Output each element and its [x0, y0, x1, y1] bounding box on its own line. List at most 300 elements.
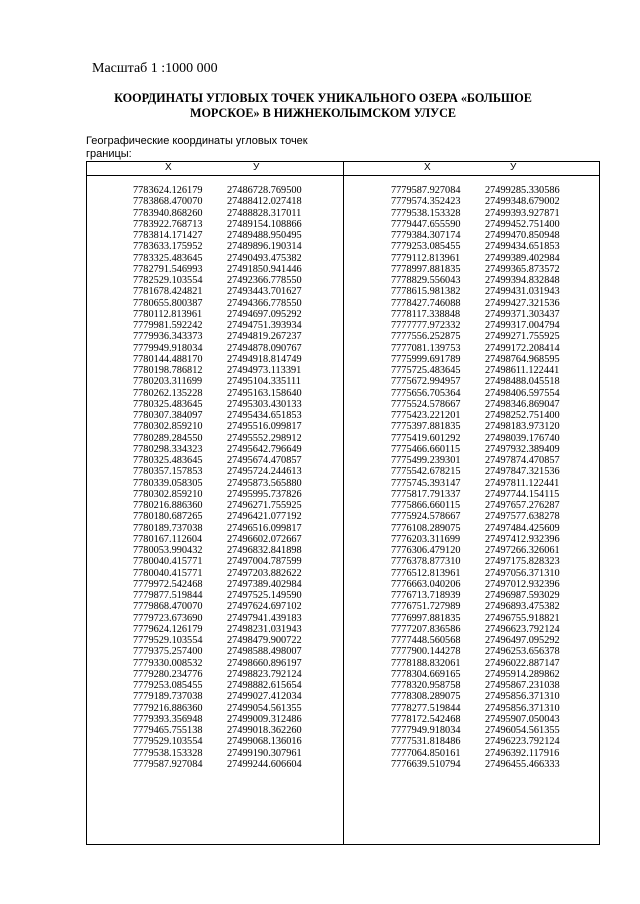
table-row	[87, 230, 343, 241]
table-row	[87, 635, 343, 646]
table-row	[344, 703, 600, 714]
coord-x: 7778117.338848	[391, 308, 461, 320]
coord-x: 7779393.356948	[133, 713, 203, 725]
coord-x: 7782791.546993	[133, 263, 203, 275]
table-row	[344, 433, 600, 444]
table-row	[344, 489, 600, 500]
table-row	[344, 691, 600, 702]
coord-x: 7778172.542468	[391, 713, 461, 725]
table-row	[87, 275, 343, 286]
table-row	[344, 601, 600, 612]
coord-y: 27497175.828323	[485, 556, 560, 568]
left-rows	[87, 185, 343, 770]
table-row	[344, 534, 600, 545]
coord-x: 7776997.881835	[391, 612, 461, 624]
coord-y: 27494918.814749	[227, 353, 302, 365]
table-row	[87, 376, 343, 387]
table-row	[87, 680, 343, 691]
right-header-y: У	[510, 162, 517, 173]
coord-y: 27498823.792124	[227, 668, 302, 680]
coord-x: 7777777.972332	[391, 320, 461, 331]
table-row	[344, 365, 600, 376]
coord-y: 27499172.208414	[485, 342, 560, 354]
coord-x: 7779253.085455	[133, 680, 203, 691]
coord-y: 27499068.136016	[227, 736, 302, 748]
coord-y: 27498252.751400	[485, 410, 560, 421]
table-row	[344, 421, 600, 432]
coord-x: 7775423.221201	[391, 410, 461, 421]
table-row	[87, 433, 343, 444]
table-row	[87, 489, 343, 500]
table-row	[344, 376, 600, 387]
coord-x: 7775419.601292	[391, 432, 461, 444]
coord-y: 27495724.244613	[227, 466, 302, 478]
coord-x: 7775524.578667	[391, 398, 461, 410]
coord-y: 27498039.176740	[485, 432, 560, 444]
coord-x: 7777207.836586	[391, 623, 461, 635]
table-row	[344, 736, 600, 747]
coord-x: 7780189.737038	[133, 522, 203, 534]
coord-y: 27494973.113391	[227, 365, 302, 376]
coord-y: 27499009.312486	[227, 713, 302, 725]
table-row	[87, 241, 343, 252]
coord-x: 7783814.171427	[133, 230, 203, 241]
coord-x: 7780040.415771	[133, 567, 203, 579]
coord-y: 27497624.697102	[227, 601, 302, 613]
coord-y: 27496832.841898	[227, 545, 302, 556]
table-row	[87, 421, 343, 432]
coord-y: 27496022.887147	[485, 657, 560, 669]
table-row	[344, 545, 600, 556]
table-row	[344, 635, 600, 646]
table-row	[344, 500, 600, 511]
coord-y: 27495303.430133	[227, 398, 302, 410]
coord-x: 7783868.470070	[133, 196, 203, 208]
coord-x: 7779375.257400	[133, 646, 203, 658]
page-title	[86, 91, 560, 121]
coord-x: 7775817.791337	[391, 488, 461, 500]
coord-y: 27499365.873572	[485, 263, 560, 275]
coord-y: 27494366.778550	[227, 297, 302, 309]
coord-x: 7775999.691789	[391, 353, 461, 365]
table-row	[87, 466, 343, 477]
table-row	[344, 658, 600, 669]
coord-x: 7780302.859210	[133, 488, 203, 500]
coord-y: 27497266.326061	[485, 545, 560, 556]
coord-y: 27495104.335111	[227, 376, 301, 388]
table-row	[344, 410, 600, 421]
table-row	[87, 545, 343, 556]
coord-x: 7779330.008532	[133, 657, 203, 669]
coord-x: 7783624.126179	[133, 185, 203, 196]
coord-y: 27495867.231038	[485, 680, 560, 691]
caption-line-1: Географические координаты угловых точек	[86, 135, 308, 147]
table-row	[344, 478, 600, 489]
coord-x: 7776512.813961	[391, 567, 461, 579]
coord-y: 27499431.031943	[485, 286, 560, 298]
coord-y: 27496392.117916	[485, 747, 560, 759]
right-rows	[344, 185, 600, 770]
coord-y: 27496516.099817	[227, 522, 302, 534]
coord-x: 7780298.334323	[133, 443, 203, 455]
coord-x: 7779587.927084	[391, 185, 461, 196]
coord-y: 27496253.656378	[485, 646, 560, 658]
coord-y: 27494697.095292	[227, 308, 302, 320]
coord-y: 27498660.896197	[227, 657, 302, 669]
coord-y: 27497203.882622	[227, 567, 302, 579]
coord-y: 27496421.077192	[227, 511, 302, 523]
coord-x: 7777531.818486	[391, 736, 461, 748]
coord-x: 7780203.311699	[133, 376, 203, 388]
coord-y: 27496271.755925	[227, 500, 302, 511]
coord-x: 7779723.673690	[133, 612, 203, 624]
coord-x: 7780053.990432	[133, 545, 203, 556]
coord-x: 7775542.678215	[391, 466, 461, 478]
coord-x: 7779112.813961	[391, 252, 461, 264]
coord-x: 7780325.483645	[133, 455, 203, 466]
coord-y: 27497577.638278	[485, 511, 560, 523]
coord-y: 27499271.755925	[485, 331, 560, 343]
table-row	[87, 343, 343, 354]
coord-y: 27497012.932396	[485, 578, 560, 590]
coord-y: 27494751.393934	[227, 320, 302, 331]
coord-y: 27498406.597554	[485, 387, 560, 399]
table-row	[344, 511, 600, 522]
coord-y: 27492366.778550	[227, 275, 302, 286]
coord-x: 7776378.877310	[391, 556, 461, 568]
coord-x: 7779465.755138	[133, 725, 203, 736]
coord-x: 7783940.868260	[133, 207, 203, 219]
table-row	[87, 399, 343, 410]
table-row	[87, 253, 343, 264]
coord-y: 27495995.737826	[227, 488, 302, 500]
table-row	[87, 624, 343, 635]
coord-y: 27499348.679002	[485, 196, 560, 208]
coord-x: 7780339.058305	[133, 477, 203, 489]
table-row	[344, 208, 600, 219]
coord-y: 27496455.466333	[485, 758, 560, 770]
coord-x: 7780216.886360	[133, 500, 203, 511]
table-row	[87, 219, 343, 230]
table-row	[87, 534, 343, 545]
coord-x: 7779949.918034	[133, 342, 203, 354]
coord-y: 27498882.615654	[227, 680, 302, 691]
coord-y: 27499434.651853	[485, 241, 560, 253]
coord-y: 27495907.050043	[485, 713, 560, 725]
coord-y: 27495856.371310	[485, 702, 560, 714]
table-row	[344, 556, 600, 567]
coord-y: 27496755.918821	[485, 612, 560, 624]
coord-y: 27499244.606604	[227, 758, 302, 770]
coord-y: 27497412.932396	[485, 533, 560, 545]
table-row	[87, 613, 343, 624]
coord-x: 7775672.994957	[391, 376, 461, 388]
table-row	[344, 241, 600, 252]
title-line-2: МОРСКОЕ» В НИЖНЕКОЛЫМСКОМ УЛУСЕ	[189, 106, 457, 120]
table-row	[87, 511, 343, 522]
coord-y: 27496987.593029	[485, 590, 560, 601]
table-row	[344, 185, 600, 196]
coord-x: 7778427.746088	[391, 297, 461, 309]
coord-x: 7775924.578667	[391, 511, 461, 523]
coord-x: 7777064.850161	[391, 747, 461, 759]
table-row	[87, 331, 343, 342]
coord-x: 7780180.687265	[133, 511, 203, 523]
table-row	[87, 714, 343, 725]
coord-x: 7776203.311699	[391, 533, 461, 545]
table-row	[344, 579, 600, 590]
coord-x: 7779538.153328	[133, 747, 203, 759]
table-row	[87, 579, 343, 590]
table-row	[87, 691, 343, 702]
coordinates-table	[86, 161, 600, 845]
coord-x: 7776639.510794	[391, 758, 461, 770]
table-row	[344, 523, 600, 534]
table-row	[87, 196, 343, 207]
table-row	[87, 320, 343, 331]
coord-y: 27495674.470857	[227, 455, 302, 466]
table-row	[87, 298, 343, 309]
coord-y: 27498588.498007	[227, 646, 302, 658]
coord-x: 7778308.289075	[391, 691, 461, 703]
coord-x: 7780307.384097	[133, 410, 203, 421]
table-row	[344, 646, 600, 657]
table-row	[87, 601, 343, 612]
coord-y: 27496623.792124	[485, 623, 560, 635]
caption-line-2: границы:	[86, 147, 132, 160]
coord-x: 7779587.927084	[133, 758, 203, 770]
coord-y: 27499054.561355	[227, 702, 302, 714]
table-row	[344, 466, 600, 477]
table-row	[344, 725, 600, 736]
coord-y: 27495873.565880	[227, 477, 302, 489]
coord-y: 27499389.402984	[485, 252, 560, 264]
coord-x: 7779981.592242	[133, 320, 203, 331]
coord-x: 7779384.307174	[391, 230, 461, 241]
coord-x: 7778320.958758	[391, 680, 461, 691]
coord-x: 7776751.727989	[391, 601, 461, 613]
coord-x: 7779189.737038	[133, 691, 203, 703]
table-row	[87, 365, 343, 376]
coord-y: 27496893.475382	[485, 601, 560, 613]
coord-x: 7779936.343373	[133, 331, 203, 343]
coord-y: 27498488.045518	[485, 376, 560, 388]
coord-y: 27498764.968595	[485, 353, 560, 365]
coord-x: 7775656.705364	[391, 387, 461, 399]
coord-y: 27497932.389409	[485, 443, 560, 455]
table-row	[344, 669, 600, 680]
coord-x: 7777081.139753	[391, 342, 461, 354]
table-row	[344, 298, 600, 309]
coord-y: 27495434.651853	[227, 410, 302, 421]
coord-y: 27499427.321536	[485, 297, 560, 309]
coord-y: 27497056.371310	[485, 567, 560, 579]
coord-x: 7780357.157853	[133, 466, 203, 478]
table-row	[344, 613, 600, 624]
coord-x: 7778304.669165	[391, 668, 461, 680]
table-row	[87, 354, 343, 365]
table-row	[87, 388, 343, 399]
left-header-y: У	[253, 162, 260, 173]
coord-y: 27495642.796649	[227, 443, 302, 455]
coord-x: 7778615.981382	[391, 286, 461, 298]
coord-x: 7775745.393147	[391, 477, 461, 489]
coord-y: 27497525.149590	[227, 590, 302, 601]
coord-y: 27486728.769500	[227, 185, 302, 196]
coord-y: 27489488.950495	[227, 230, 302, 241]
coord-x: 7775866.660115	[391, 500, 461, 511]
coord-x: 7779529.103554	[133, 736, 203, 748]
table-row	[344, 399, 600, 410]
table-row	[87, 309, 343, 320]
table-row	[344, 624, 600, 635]
coord-y: 27495914.289862	[485, 668, 560, 680]
coord-y: 27497744.154115	[485, 488, 560, 500]
table-row	[87, 444, 343, 455]
coord-x: 7780167.112604	[133, 533, 203, 545]
coord-x: 7779574.352423	[391, 196, 461, 208]
coord-y: 27490493.475382	[227, 252, 302, 264]
table-row	[87, 725, 343, 736]
table-row	[344, 680, 600, 691]
coord-y: 27499027.412034	[227, 691, 302, 703]
coord-x: 7777900.144278	[391, 646, 461, 658]
coord-y: 27498231.031943	[227, 623, 302, 635]
coord-y: 27499394.832848	[485, 275, 560, 286]
coord-x: 7780302.859210	[133, 421, 203, 433]
coord-y: 27497941.439183	[227, 612, 302, 624]
coord-y: 27493443.701627	[227, 286, 302, 298]
coord-x: 7782529.103554	[133, 275, 203, 286]
coord-x: 7781678.424821	[133, 286, 203, 298]
table-row	[87, 500, 343, 511]
coord-y: 27495856.371310	[485, 691, 560, 703]
coord-y: 27488412.027418	[227, 196, 302, 208]
coord-y: 27496497.095292	[485, 635, 560, 646]
coord-y: 27497657.276287	[485, 500, 560, 511]
right-header-x: Х	[424, 162, 431, 173]
coord-x: 7777448.560568	[391, 635, 461, 646]
coord-y: 27488828.317011	[227, 207, 302, 219]
table-row	[87, 264, 343, 275]
coord-x: 7778829.556043	[391, 275, 461, 286]
table-row	[344, 714, 600, 725]
table-row	[344, 253, 600, 264]
coord-y: 27497389.402984	[227, 578, 302, 590]
coord-x: 7775466.660115	[391, 443, 461, 455]
coord-x: 7776713.718939	[391, 590, 461, 601]
coord-y: 27497847.321536	[485, 466, 560, 478]
table-caption	[86, 135, 386, 160]
coord-x: 7783633.175952	[133, 241, 203, 253]
scale-label: Масштаб 1 :1000 000	[92, 61, 218, 76]
table-row	[87, 736, 343, 747]
table-row	[344, 264, 600, 275]
coord-y: 27498611.122441	[485, 365, 560, 376]
coord-x: 7778277.519844	[391, 702, 461, 714]
table-row	[87, 703, 343, 714]
table-row	[87, 478, 343, 489]
coord-x: 7778997.881835	[391, 263, 461, 275]
coord-x: 7776306.479120	[391, 545, 461, 556]
coord-y: 27495163.158640	[227, 387, 302, 399]
coord-x: 7780289.284550	[133, 432, 203, 444]
table-row	[87, 658, 343, 669]
coord-x: 7780144.488170	[133, 353, 203, 365]
coord-y: 27489896.190314	[227, 241, 302, 253]
coord-y: 27499285.330586	[485, 185, 560, 196]
table-row	[87, 455, 343, 466]
coord-y: 27496223.792124	[485, 736, 560, 748]
table-row	[344, 286, 600, 297]
table-row	[344, 196, 600, 207]
coord-y: 27497811.122441	[485, 477, 560, 489]
table-row	[344, 444, 600, 455]
table-row	[344, 331, 600, 342]
table-row	[87, 748, 343, 759]
coord-x: 7777556.252875	[391, 331, 461, 343]
coord-x: 7779447.655590	[391, 218, 461, 230]
table-row	[344, 759, 600, 770]
coord-x: 7775725.483645	[391, 365, 461, 376]
coord-y: 27497004.787599	[227, 556, 302, 568]
coord-y: 27495552.298912	[227, 432, 302, 444]
table-row	[87, 286, 343, 297]
coord-x: 7779538.153328	[391, 207, 461, 219]
coord-y: 27499452.751400	[485, 218, 560, 230]
table-row	[87, 568, 343, 579]
coord-y: 27499371.303437	[485, 308, 560, 320]
coord-y: 27499018.362260	[227, 725, 302, 736]
coord-x: 7779868.470070	[133, 601, 203, 613]
table-row	[87, 185, 343, 196]
coord-x: 7776663.040206	[391, 578, 461, 590]
coord-y: 27499190.307961	[227, 747, 302, 759]
table-row	[87, 556, 343, 567]
coord-x: 7779877.519844	[133, 590, 203, 601]
coord-x: 7779972.542468	[133, 578, 203, 590]
table-row	[344, 568, 600, 579]
table-row	[87, 590, 343, 601]
table-row	[344, 320, 600, 331]
coord-x: 7779216.886360	[133, 702, 203, 714]
table-row	[87, 208, 343, 219]
coord-x: 7780262.135228	[133, 387, 203, 399]
table-row	[344, 354, 600, 365]
coord-y: 27499393.927871	[485, 207, 560, 219]
coord-x: 7780655.800387	[133, 297, 203, 309]
coord-y: 27491850.941446	[227, 263, 302, 275]
coord-y: 27495516.099817	[227, 421, 302, 433]
table-row	[344, 748, 600, 759]
coord-y: 27496602.072667	[227, 533, 302, 545]
table-row	[344, 275, 600, 286]
coord-x: 7780325.483645	[133, 398, 203, 410]
coord-x: 7775499.239301	[391, 455, 461, 466]
coord-y: 27496054.561355	[485, 725, 560, 736]
coord-y: 27494819.267237	[227, 331, 302, 343]
table-row	[87, 759, 343, 770]
coord-y: 27489154.108866	[227, 218, 302, 230]
table-row	[87, 410, 343, 421]
coord-y: 27497484.425609	[485, 522, 560, 534]
coord-y: 27499470.850948	[485, 230, 560, 241]
table-row	[344, 455, 600, 466]
table-row	[344, 309, 600, 320]
left-header-x: Х	[165, 162, 172, 173]
coord-x: 7777949.918034	[391, 725, 461, 736]
coord-y: 27498346.869047	[485, 398, 560, 410]
